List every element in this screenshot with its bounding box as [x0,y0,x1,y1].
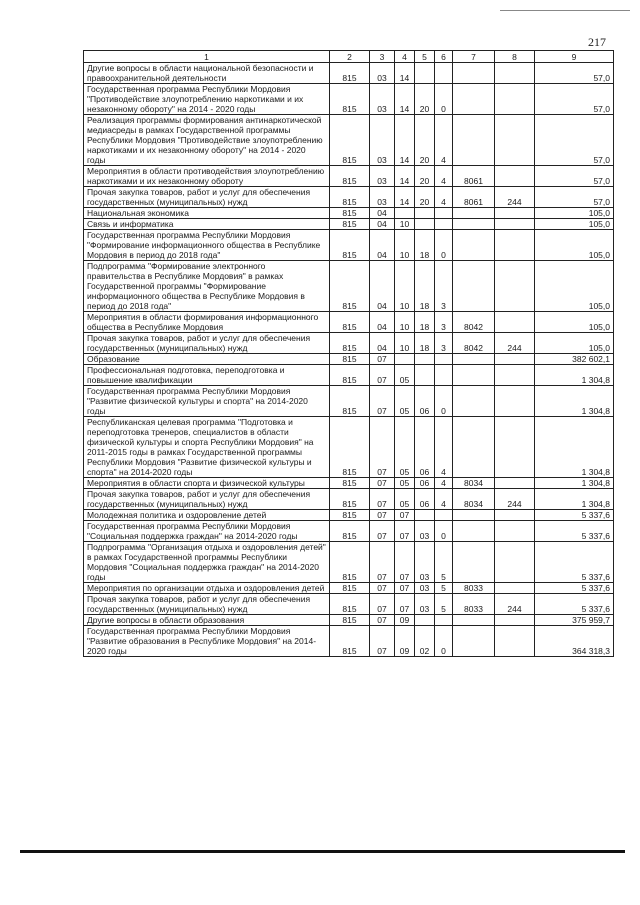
code-section: 07 [370,417,395,478]
code-program [415,208,435,219]
amount: 57,0 [535,187,614,208]
code-subprogram: 5 [435,594,453,615]
code-admin: 815 [330,261,370,312]
row-name: Государственная программа Республики Мордовия "Развитие физической культуры и спорта" на 2014-2020 годы [84,386,330,417]
code-direction: 8042 [453,312,495,333]
amount: 105,0 [535,333,614,354]
code-program: 06 [415,386,435,417]
budget-table [83,50,614,657]
code-section: 04 [370,230,395,261]
code-direction: 8042 [453,333,495,354]
code-subprogram: 3 [435,333,453,354]
code-subsection: 14 [395,84,415,115]
code-subprogram [435,510,453,521]
code-subprogram: 4 [435,166,453,187]
code-subsection: 10 [395,230,415,261]
amount: 57,0 [535,166,614,187]
code-expense-type [495,510,535,521]
code-admin: 815 [330,626,370,657]
code-direction: 8061 [453,187,495,208]
amount: 382 602,1 [535,354,614,365]
row-name: Государственная программа Республики Мордовия "Развитие образования в Республике Мордовия" на 2014-2020 годы [84,626,330,657]
table-row [84,510,614,521]
code-section: 07 [370,478,395,489]
code-expense-type [495,230,535,261]
code-subprogram: 0 [435,386,453,417]
code-expense-type [495,626,535,657]
code-section: 07 [370,583,395,594]
amount: 375 959,7 [535,615,614,626]
code-direction [453,219,495,230]
code-section: 03 [370,84,395,115]
row-name: Молодежная политика и оздоровление детей [84,510,330,521]
code-direction: 8034 [453,478,495,489]
code-subprogram: 0 [435,521,453,542]
code-subsection: 05 [395,417,415,478]
row-name: Республиканская целевая программа "Подготовка и переподготовка тренеров, специалистов в области физической культуры и спорта Республики Мордовия" на 2011-2015 годы в рамках Государственной программы Республики Мордовия "Развитие физической культуры и спорта" на 2014-2020 годы [84,417,330,478]
code-admin: 815 [330,208,370,219]
code-expense-type [495,615,535,626]
column-header: 7 [453,51,495,63]
code-expense-type: 244 [495,594,535,615]
code-direction [453,386,495,417]
code-direction [453,510,495,521]
column-header: 2 [330,51,370,63]
code-section: 03 [370,166,395,187]
amount: 105,0 [535,312,614,333]
row-name: Мероприятия по организации отдыха и оздоровления детей [84,583,330,594]
amount: 5 337,6 [535,542,614,583]
table-row [84,615,614,626]
code-subsection: 07 [395,510,415,521]
code-program: 03 [415,542,435,583]
code-program: 18 [415,333,435,354]
code-subsection: 10 [395,333,415,354]
code-program: 06 [415,478,435,489]
amount: 1 304,8 [535,489,614,510]
code-admin: 815 [330,230,370,261]
code-subprogram [435,208,453,219]
code-expense-type: 244 [495,333,535,354]
code-admin: 815 [330,583,370,594]
code-subprogram: 0 [435,626,453,657]
code-expense-type [495,417,535,478]
table-row [84,312,614,333]
code-section: 03 [370,63,395,84]
code-subsection: 10 [395,312,415,333]
code-admin: 815 [330,521,370,542]
table-row [84,354,614,365]
code-expense-type: 244 [495,489,535,510]
code-section: 04 [370,312,395,333]
code-expense-type [495,63,535,84]
code-subsection: 14 [395,187,415,208]
code-expense-type [495,115,535,166]
code-section: 03 [370,187,395,208]
amount: 5 337,6 [535,583,614,594]
table-row [84,365,614,386]
row-name: Другие вопросы в области национальной безопасности и правоохранительной деятельности [84,63,330,84]
code-program [415,63,435,84]
table-row [84,84,614,115]
code-subsection: 09 [395,626,415,657]
code-section: 07 [370,615,395,626]
table-row [84,219,614,230]
amount: 105,0 [535,219,614,230]
code-direction: 8034 [453,489,495,510]
code-admin: 815 [330,219,370,230]
code-direction: 8033 [453,583,495,594]
code-program [415,510,435,521]
code-direction: 8061 [453,166,495,187]
code-subsection: 14 [395,63,415,84]
column-header: 8 [495,51,535,63]
code-admin: 815 [330,489,370,510]
code-expense-type [495,521,535,542]
table-row [84,166,614,187]
code-subsection: 05 [395,489,415,510]
row-name: Подпрограмма "Организация отдыха и оздоровления детей" в рамках Государственной программы Республики Мордовия "Социальная поддержка граждан" на 2014-2020 годы [84,542,330,583]
table-row [84,417,614,478]
code-program: 20 [415,166,435,187]
code-subsection [395,354,415,365]
table-header-row [84,51,614,63]
code-program: 06 [415,489,435,510]
code-expense-type [495,542,535,583]
scan-bottom-bar [20,850,625,853]
table-row [84,626,614,657]
scan-edge-line [500,10,630,11]
code-subsection: 05 [395,478,415,489]
row-name: Прочая закупка товаров, работ и услуг для обеспечения государственных (муниципальных) нужд [84,594,330,615]
row-name: Прочая закупка товаров, работ и услуг для обеспечения государственных (муниципальных) нужд [84,333,330,354]
code-subprogram: 3 [435,261,453,312]
row-name: Связь и информатика [84,219,330,230]
table-row [84,230,614,261]
code-program: 18 [415,230,435,261]
code-subprogram: 4 [435,187,453,208]
amount: 5 337,6 [535,510,614,521]
code-section: 07 [370,542,395,583]
column-header: 3 [370,51,395,63]
table-row [84,63,614,84]
code-admin: 815 [330,542,370,583]
code-program: 03 [415,521,435,542]
code-direction [453,208,495,219]
code-subprogram: 0 [435,230,453,261]
column-header: 9 [535,51,614,63]
code-subprogram [435,365,453,386]
amount: 364 318,3 [535,626,614,657]
code-program [415,615,435,626]
code-section: 07 [370,521,395,542]
code-program [415,365,435,386]
row-name: Профессиональная подготовка, переподготовка и повышение квалификации [84,365,330,386]
amount: 1 304,8 [535,365,614,386]
row-name: Подпрограмма "Формирование электронного правительства в Республике Мордовия" в рамках Государственной программы "Формирование информационного общества в Республике Мордовия в период до 2018 года" [84,261,330,312]
code-section: 03 [370,115,395,166]
code-direction: 8033 [453,594,495,615]
code-expense-type [495,354,535,365]
code-section: 04 [370,261,395,312]
code-subprogram: 5 [435,583,453,594]
amount: 105,0 [535,261,614,312]
code-subsection: 14 [395,115,415,166]
code-section: 07 [370,489,395,510]
row-name: Государственная программа Республики Мордовия "Формирование информационного общества в Республике Мордовия в период до 2018 года" [84,230,330,261]
code-direction [453,84,495,115]
row-name: Реализация программы формирования антинаркотической медиасреды в рамках Государственной программы Республики Мордовия "Противодействие злоупотреблению наркотиками и их незаконному обороту" на 2014 - 2020 годы [84,115,330,166]
code-program: 02 [415,626,435,657]
code-admin: 815 [330,166,370,187]
code-subprogram [435,354,453,365]
code-expense-type [495,261,535,312]
code-expense-type [495,208,535,219]
page-number: 217 [588,35,606,49]
row-name: Национальная экономика [84,208,330,219]
code-expense-type [495,365,535,386]
code-expense-type [495,478,535,489]
code-subprogram [435,219,453,230]
code-program: 03 [415,594,435,615]
code-direction [453,261,495,312]
code-expense-type [495,386,535,417]
column-header: 4 [395,51,415,63]
code-subsection: 10 [395,261,415,312]
amount: 1 304,8 [535,478,614,489]
table-row [84,187,614,208]
row-name: Прочая закупка товаров, работ и услуг для обеспечения государственных (муниципальных) нужд [84,489,330,510]
table-row [84,489,614,510]
column-header: 6 [435,51,453,63]
table-row [84,333,614,354]
code-expense-type [495,166,535,187]
table-row [84,594,614,615]
code-subsection: 10 [395,219,415,230]
amount: 1 304,8 [535,417,614,478]
code-direction [453,626,495,657]
code-admin: 815 [330,417,370,478]
table-row [84,115,614,166]
code-subprogram: 4 [435,478,453,489]
row-name: Государственная программа Республики Мордовия "Социальная поддержка граждан" на 2014-2020 годы [84,521,330,542]
code-direction [453,542,495,583]
amount: 57,0 [535,63,614,84]
code-program: 20 [415,115,435,166]
code-subsection: 07 [395,594,415,615]
code-subsection: 05 [395,386,415,417]
code-section: 04 [370,333,395,354]
row-name: Государственная программа Республики Мордовия "Противодействие злоупотреблению наркотиками и их незаконному обороту" на 2014 - 2020 годы [84,84,330,115]
code-section: 04 [370,219,395,230]
amount: 105,0 [535,230,614,261]
code-subprogram: 5 [435,542,453,583]
row-name: Мероприятия в области противодействия злоупотреблению наркотиками и их незаконному обороту [84,166,330,187]
code-admin: 815 [330,478,370,489]
code-subprogram: 4 [435,417,453,478]
code-subsection: 07 [395,542,415,583]
row-name: Образование [84,354,330,365]
code-direction [453,354,495,365]
code-direction [453,63,495,84]
code-section: 07 [370,594,395,615]
code-admin: 815 [330,354,370,365]
code-subprogram [435,63,453,84]
table-row [84,542,614,583]
code-subsection: 05 [395,365,415,386]
code-subsection [395,208,415,219]
code-subprogram [435,615,453,626]
code-admin: 815 [330,187,370,208]
column-header: 5 [415,51,435,63]
code-section: 04 [370,208,395,219]
code-direction [453,521,495,542]
table-row [84,583,614,594]
amount: 5 337,6 [535,521,614,542]
code-direction [453,230,495,261]
code-section: 07 [370,510,395,521]
code-subprogram: 3 [435,312,453,333]
code-subsection: 07 [395,583,415,594]
code-admin: 815 [330,115,370,166]
code-admin: 815 [330,312,370,333]
code-section: 07 [370,626,395,657]
code-section: 07 [370,365,395,386]
code-expense-type: 244 [495,187,535,208]
code-subprogram: 4 [435,489,453,510]
code-admin: 815 [330,333,370,354]
amount: 105,0 [535,208,614,219]
code-direction [453,115,495,166]
code-program [415,354,435,365]
code-admin: 815 [330,84,370,115]
code-program: 06 [415,417,435,478]
table-row [84,208,614,219]
amount: 5 337,6 [535,594,614,615]
code-program: 18 [415,312,435,333]
code-direction [453,365,495,386]
amount: 57,0 [535,84,614,115]
row-name: Мероприятия в области формирования информационного общества в Республике Мордовия [84,312,330,333]
column-header: 1 [84,51,330,63]
code-section: 07 [370,354,395,365]
table-row [84,386,614,417]
code-program: 03 [415,583,435,594]
code-program: 20 [415,187,435,208]
code-admin: 815 [330,594,370,615]
row-name: Прочая закупка товаров, работ и услуг для обеспечения государственных (муниципальных) нужд [84,187,330,208]
table-row [84,261,614,312]
code-admin: 815 [330,510,370,521]
code-admin: 815 [330,365,370,386]
table-body [84,63,614,657]
code-subprogram: 0 [435,84,453,115]
amount: 1 304,8 [535,386,614,417]
code-subprogram: 4 [435,115,453,166]
code-admin: 815 [330,386,370,417]
table-row [84,478,614,489]
code-subsection: 09 [395,615,415,626]
code-direction [453,417,495,478]
code-program [415,219,435,230]
code-admin: 815 [330,615,370,626]
code-expense-type [495,312,535,333]
code-direction [453,615,495,626]
code-subsection: 07 [395,521,415,542]
code-expense-type [495,583,535,594]
code-expense-type [495,219,535,230]
code-subsection: 14 [395,166,415,187]
code-expense-type [495,84,535,115]
row-name: Другие вопросы в области образования [84,615,330,626]
amount: 57,0 [535,115,614,166]
code-program: 18 [415,261,435,312]
code-admin: 815 [330,63,370,84]
code-program: 20 [415,84,435,115]
table-row [84,521,614,542]
code-section: 07 [370,386,395,417]
row-name: Мероприятия в области спорта и физической культуры [84,478,330,489]
